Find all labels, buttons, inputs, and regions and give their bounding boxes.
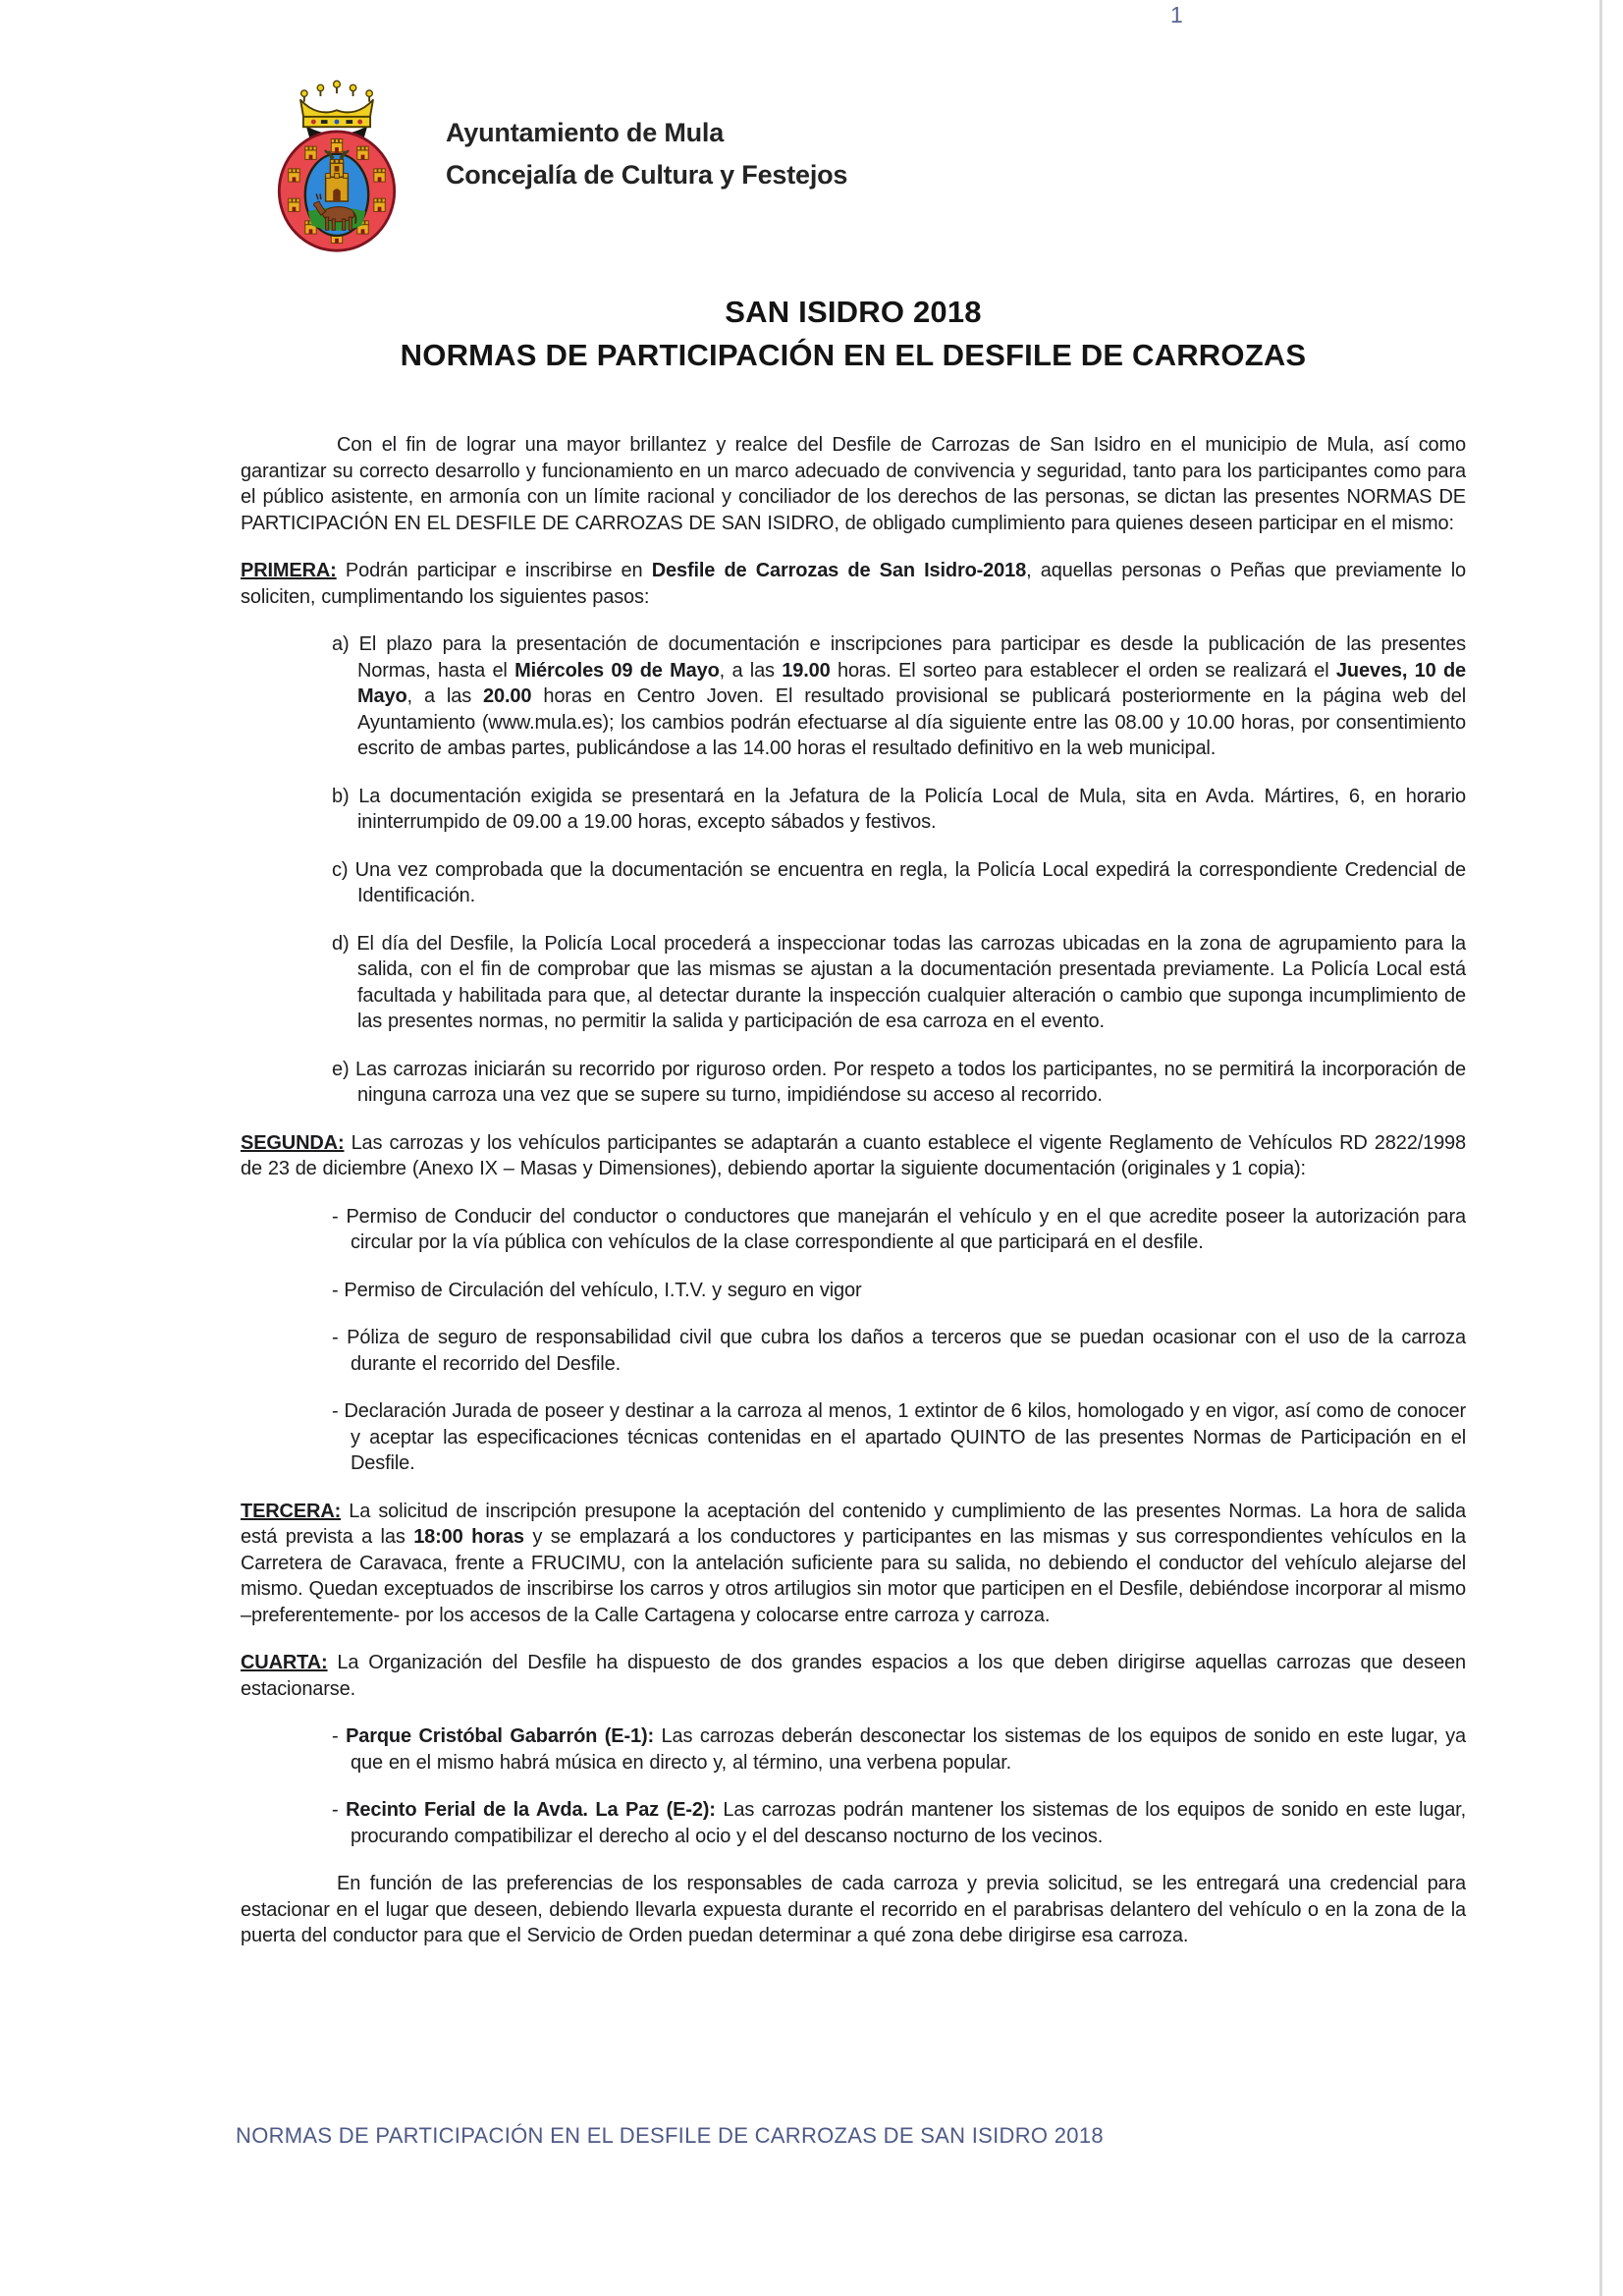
document-body: [241, 432, 1466, 1971]
page-number: 1: [1170, 2, 1183, 27]
item-b: b) La documentación exigida se presentará en la Jefatura de la Policía Local de Mula, sita en Avda. Mártires, 6, en horario ininterrumpido de 09.00 a 19.00 horas, excepto sábados y festivos.: [332, 785, 1466, 833]
shield: [279, 132, 394, 250]
section-tercera: TERCERA: La solicitud de inscripción presupone la aceptación del contenido y cumplimiento de las presentes Normas. La hora de salida está prevista a las 18:00 horas y se emplazará a los conductores y participantes en las mismas y sus correspondientes vehículos en la Carretera de Caravaca, frente a FRUCIMU, con la antelación suficiente para su salida, no debiendo el conductor del vehículo alejarse del mismo. Quedan exceptuados de inscribirse los carros y otros artilugios sin motor que participen en el Desfile, debiéndose incorporar al mismo –preferentemente- por los accesos de la Calle Cartagena y colocarse entre carroza y carroza.: [241, 1500, 1467, 1626]
org-block: [446, 77, 847, 196]
org-name: Ayuntamiento de Mula: [446, 118, 725, 147]
document-title: [241, 291, 1466, 377]
segunda-bullet-3: - Póliza de seguro de responsabilidad civil que cubra los daños a terceros que se puedan ocasionar con el uso de la carroza durante el recorrido del Desfile.: [332, 1327, 1466, 1375]
section-primera: PRIMERA: Podrán participar e inscribirse en Desfile de Carrozas de San Isidro-2018, aquellas personas o Peñas que previamente lo soliciten, cumplimentando los siguientes pasos:: [241, 560, 1467, 608]
item-c: c) Una vez comprobada que la documentación se encuentra en regla, la Policía Local expedirá la correspondiente Credencial de Identificación.: [332, 858, 1466, 906]
footer-title: NORMAS DE PARTICIPACIÓN EN EL DESFILE DE CARROZAS DE SAN ISIDRO 2018: [236, 2123, 1104, 2148]
item-a: a) El plazo para la presentación de documentación e inscripciones para participar es desde la publicación de las presentes Normas, hasta el Miércoles 09 de Mayo, a las 19.00 horas. El sorteo para establecer el orden se realizará el Jueves, 10 de Mayo, a las 20.00 horas en Centro Joven. El resultado provisional se publicará posteriormente en la página web del Ayuntamiento (www.mula.es); los cambios podrán efectuarse al día siguiente entre las 08.00 y 10.00 horas, por consentimiento escrito de ambas partes, publicándose a las 14.00 horas el resultado definitivo en la web municipal.: [332, 633, 1467, 759]
org-department: Concejalía de Cultura y Festejos: [446, 160, 848, 191]
intro-paragraph: Con el fin de lograr una mayor brillantez y realce del Desfile de Carrozas de San Isidro en el municipio de Mula, así como garantizar su correcto desarrollo y funcionamiento en un marco adecuado de convivencia y seguridad, tanto para los participantes como para el público asistente, en armonía con un límite racional y conciliador de los derechos de las personas, se dictan las presentes NORMAS DE PARTICIPACIÓN EN EL DESFILE DE CARROZAS DE SAN ISIDRO, de obligado cumplimiento para quienes deseen participar en el mismo:: [241, 434, 1466, 534]
document-footer: [236, 2123, 1473, 2149]
section-segunda: SEGUNDA: Las carrozas y los vehículos participantes se adaptarán a cuanto establece el vigente Reglamento de Vehículos RD 2822/1998 de 23 de diciembre (Anexo IX – Masas y Dimensiones), debiendo aportar la siguiente documentación (originales y 1 copia):: [241, 1131, 1466, 1179]
closing-paragraph: En función de las preferencias de los responsables de cada carroza y previa solicitud, se les entregará una credencial para estacionar en el lugar que deseen, debiendo llevarla expuesta durante el recorrido en el parabrisas delantero del vehículo o en la zona de la puerta del conductor para que el Servicio de Orden puedan determinar a qué zona debe dirigirse esa carroza.: [241, 1873, 1466, 1946]
cuarta-bullet-1: - Parque Cristóbal Gabarrón (E-1): Las carrozas deberán desconectar los sistemas de los equipos de sonido en este lugar, ya que en el mismo habrá música en directo y, al término, una verbena popular.: [332, 1725, 1466, 1774]
section-cuarta: CUARTA: La Organización del Desfile ha dispuesto de dos grandes espacios a los que deben dirigirse aquellas carrozas que deseen estacionarse.: [241, 1652, 1466, 1700]
segunda-bullet-2: - Permiso de Circulación del vehículo, I.T.V. y seguro en vigor: [332, 1279, 862, 1301]
segunda-bullet-1: - Permiso de Conducir del conductor o conductores que manejarán el vehículo y en el que acredite poseer la autorización para circular por la vía pública con vehículos de la clase correspondiente al que participará en el desfile.: [332, 1205, 1466, 1253]
mula-coat-of-arms: [267, 77, 406, 255]
document-header: [267, 77, 847, 255]
title-line-1: SAN ISIDRO 2018: [725, 295, 982, 329]
title-line-2: NORMAS DE PARTICIPACIÓN EN EL DESFILE DE CARROZAS: [400, 338, 1307, 373]
item-d: d) El día del Desfile, la Policía Local procederá a inspeccionar todas las carrozas ubicadas en la zona de agrupamiento para la salida, con el fin de comprobar que las mismas se ajustan a la documentación presentada previamente. La Policía Local está facultada y habilitada para que, al detectar durante la inspección cualquier alteración o cambio que suponga incumplimiento de las presentes normas, no permitir la salida y participación de esa carroza en el evento.: [332, 932, 1466, 1032]
scan-artifact-line: [1599, 0, 1602, 2296]
item-e: e) Las carrozas iniciarán su recorrido por riguroso orden. Por respeto a todos los participantes, no se permitirá la incorporación de ninguna carroza una vez que se supere su turno, impidiéndose su acceso al recorrido.: [332, 1058, 1466, 1106]
segunda-bullet-4: - Declaración Jurada de poseer y destinar a la carroza al menos, 1 extintor de 6 kilos, homologado y en vigor, así como de conocer y aceptar las especificaciones técnicas contenidas en el apartado QUINTO de las presentes Normas de Participación en el Desfile.: [332, 1400, 1466, 1474]
cuarta-bullet-2: - Recinto Ferial de la Avda. La Paz (E-2): Las carrozas podrán mantener los sistemas de los equipos de sonido en este lugar, procurando compatibilizar el derecho al ocio y el del descanso nocturno de los vecinos.: [332, 1799, 1466, 1847]
